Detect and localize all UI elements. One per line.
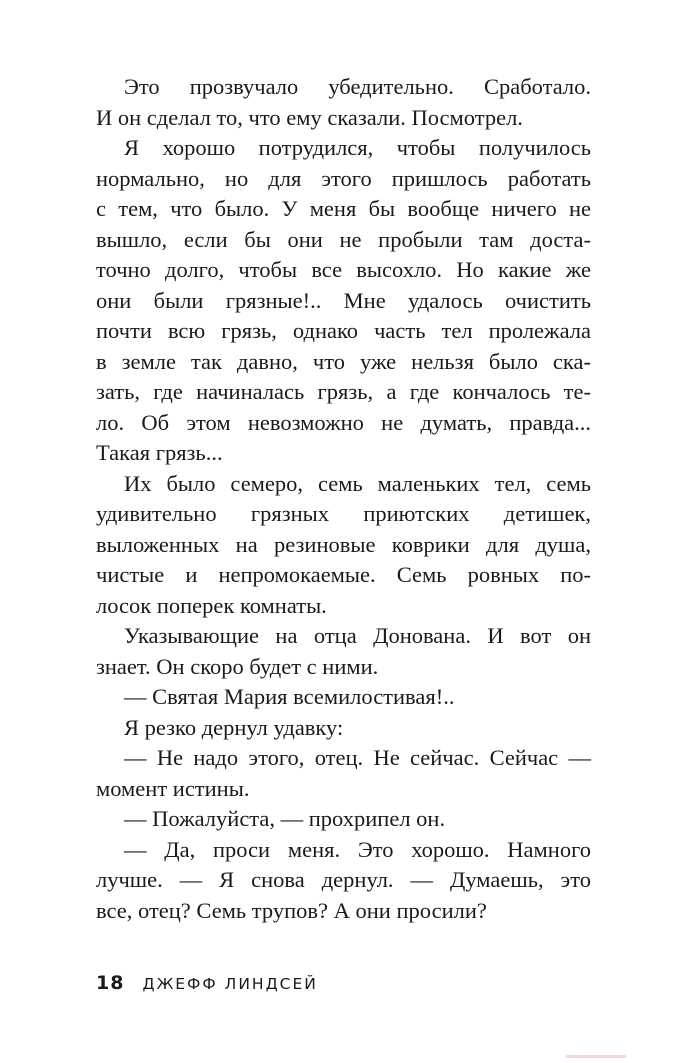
text-line: Указывающие на отца Донована. И вот он (124, 623, 591, 648)
text-line: в земле так давно, что уже нельзя было ска- (96, 348, 591, 374)
text-line: — Да, проси меня. Это хорошо. Намного (124, 836, 591, 862)
text-line: — Пожалуйста, — прохрипел он. (124, 806, 446, 831)
text-line: Я хорошо потрудился, чтобы получилось (124, 135, 591, 160)
text-line: Это прозвучало убедительно. Сработало. (124, 74, 591, 99)
text-line: вышло, если бы они не пробыли там доста- (96, 226, 591, 252)
text-line: точно долго, чтобы все высохло. Но какие же (96, 257, 591, 282)
text-line: выложенных на резиновые коврики для душа, (96, 531, 591, 557)
page-number: 18 (96, 972, 125, 994)
running-head-author: ДЖЕФФ ЛИНДСЕЙ (142, 975, 318, 993)
text-line: удивительно грязных приютских детишек, (96, 501, 591, 526)
text-line: они были грязные!.. Мне удалось очистить (96, 287, 591, 313)
text-line: Такая грязь... (96, 440, 223, 465)
body-text (96, 72, 591, 926)
text-line: чистые и непромокаемые. Семь ровных по- (96, 562, 591, 587)
text-line: знает. Он скоро будет с ними. (96, 653, 379, 679)
text-line: почти всю грязь, однако часть тел пролежала (96, 318, 591, 343)
text-line: момент истины. (96, 775, 250, 801)
text-line: — Святая Мария всемилостивая!.. (124, 684, 455, 709)
text-line: зать, где начиналась грязь, а где кончалось те- (96, 379, 591, 404)
corner-mark (566, 1055, 626, 1058)
text-line: нормально, но для этого пришлось работать (96, 165, 591, 191)
text-line: И он сделал то, что ему сказали. Посмотрел. (96, 104, 523, 130)
text-line: Я резко дернул удавку: (124, 714, 344, 740)
text-line: с тем, что было. У меня бы вообще ничего не (96, 196, 591, 221)
text-line: все, отец? Семь трупов? А они просили? (96, 897, 487, 923)
text-line: ло. Об этом невозможно не думать, правда... (96, 409, 591, 435)
text-line: Их было семеро, семь маленьких тел, семь (124, 470, 591, 496)
text-line: лучше. — Я снова дернул. — Думаешь, это (96, 867, 591, 892)
text-line: — Не надо этого, отец. Не сейчас. Сейчас — (124, 745, 591, 770)
text-line: лосок поперек комнаты. (96, 592, 327, 618)
page-footer (96, 968, 318, 998)
